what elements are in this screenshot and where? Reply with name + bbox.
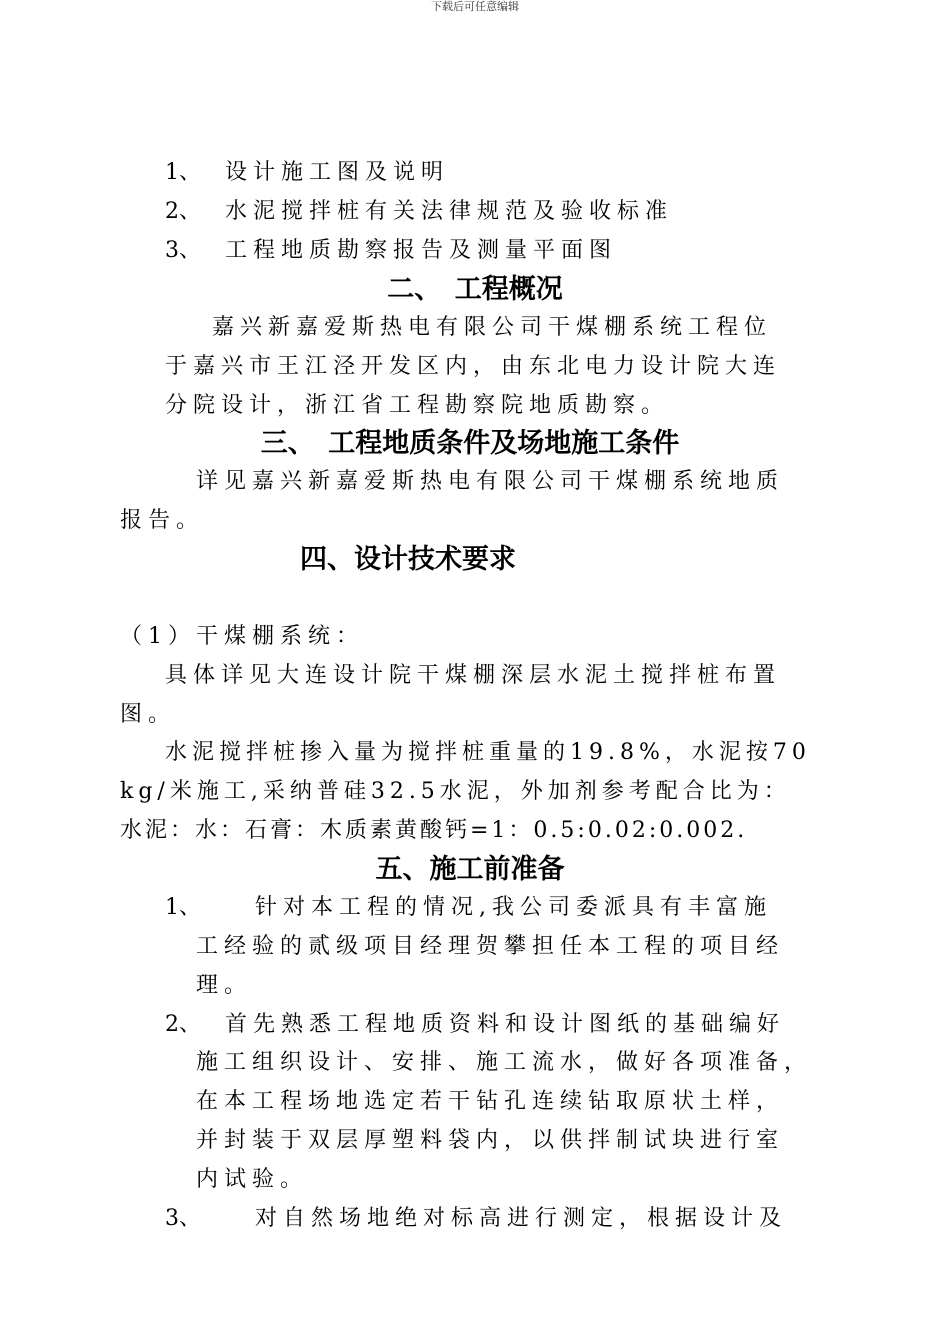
paragraph-line: 报告。 [120,508,205,533]
list-item [165,1204,885,1234]
section-heading: 二、 工程概况 [387,274,563,305]
list-text: 针对本工程的情况,我公司委派具有丰富施 [255,895,772,920]
paragraph-line: 施工组织设计、安排、施工流水，做好各项准备， [196,1050,813,1075]
list-item [165,1010,885,1040]
list-item [165,236,885,266]
paragraph-line: 于嘉兴市王江泾开发区内，由东北电力设计院大连 [165,354,782,379]
list-item [165,893,885,923]
paragraph-line: 详见嘉兴新嘉爱斯热电有限公司干煤棚系统地质 [196,469,785,494]
list-number: 1、 [165,895,201,920]
paragraph-line: 具体详见大连设计院干煤棚深层水泥土搅拌桩布置 [165,663,782,688]
paragraph-line: 嘉兴新嘉爱斯热电有限公司干煤棚系统工程位 [212,315,773,340]
list-item [165,197,885,227]
list-text: 对自然场地绝对标高进行测定，根据设计及 [255,1206,788,1231]
item-label: （1）干煤棚系统： [120,624,364,649]
paragraph-line: 水泥搅拌桩掺入量为搅拌桩重量的19.8%，水泥按70 [165,740,811,765]
paragraph-line: 并封装于双层厚塑料袋内，以供拌制试块进行室 [196,1128,785,1153]
header-note: 下载后可任意编辑 [431,0,519,13]
list-text: 工程地质勘察报告及测量平面图 [225,238,618,263]
paragraph-line: 分院设计，浙江省工程勘察院地质勘察。 [165,393,670,418]
list-number: 2、 [165,199,201,224]
section-heading: 四、设计技术要求 [300,544,516,575]
paragraph-line: kg/米施工,采纳普硅32.5水泥，外加剂参考配合比为： [120,779,791,804]
list-item [165,158,885,188]
list-number: 1、 [165,160,201,185]
list-number: 3、 [165,238,201,263]
paragraph-line: 工经验的贰级项目经理贺攀担任本工程的项目经 [196,934,785,959]
list-text: 水泥搅拌桩有关法律规范及验收标准 [225,199,674,224]
paragraph-line: 内试验。 [196,1167,309,1192]
paragraph-line: 水泥：水：石膏：木质素黄酸钙=1：0.5:0.02:0.002. [120,818,748,843]
list-text: 设计施工图及说明 [225,160,450,185]
paragraph-line: 在本工程场地选定若干钻孔连续钻取原状土样， [196,1089,785,1114]
list-number: 3、 [165,1206,201,1231]
paragraph-line: 图。 [120,702,177,727]
list-text: 首先熟悉工程地质资料和设计图纸的基础编好 [225,1012,786,1037]
section-heading: 五、施工前准备 [375,854,565,885]
paragraph-line: 理。 [196,973,253,998]
section-heading: 三、 工程地质条件及场地施工条件 [260,428,680,459]
list-number: 2、 [165,1012,201,1037]
